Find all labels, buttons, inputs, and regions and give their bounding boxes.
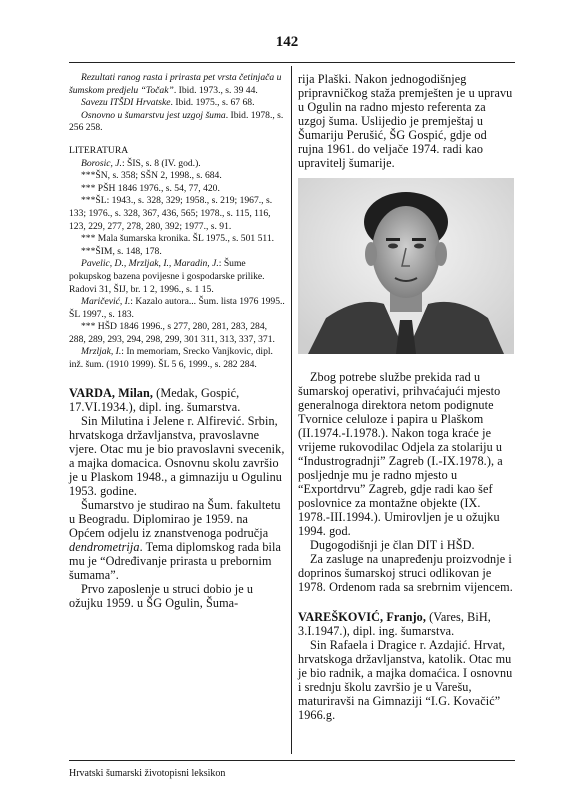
entry-vareskovic xyxy=(298,610,514,722)
entry-paragraph: Sin Rafaela i Dragice r. Azdajić. Hrvat, hrvatskoga državljanstva, katolik. Otac mu je bio radnik, a majka domaćica. I osnovnu i srednju školu završio je u Varešu, maturiravši na Gimnaziji “I.G. Kovačić” 1966.g. xyxy=(298,638,513,722)
literature-item: ***ŠL: 1943., s. 328, 329; 1958., s. 219; 1967., s. 133; 1976., s. 328, 367, 436, 565; 1978., s. 115, 116, 123, 229, 277, 278, 280, 392; 1977., s. 91. xyxy=(69,195,273,232)
entry-paragraph: Sin Milutina i Jelene r. Alfirević. Srbin, hrvatskoga državljanstva, pravoslavne vjere. Otac mu je bio pravoslavni svecenik, a majka domacica. Osnovnu skolu završio je u Plaskom 1948., a gimnaziju u Ogulinu 1953. godine. xyxy=(69,413,285,498)
entry-heading: VAREŠKOVIĆ, Franjo, (Vares, BiH, 3.I.1947.), dipl. ing. šumarstva. xyxy=(298,610,491,638)
column-divider xyxy=(291,66,292,754)
entry-paragraph: Dugogodišnji je član DIT i HŠD. xyxy=(310,538,475,552)
literature-item: Mrzljak, I.: In memoriam, Srecko Vanjkovic, dipl. inž. šum. (1910 1999). ŠL 5 6, 1999., s. 282 284. xyxy=(69,346,273,371)
literature-item: ***ŠIM, s. 148, 178. xyxy=(81,245,162,257)
literature-item: *** Mala šumarska kronika. ŠL 1975., s. 501 511. xyxy=(81,233,275,245)
entry-paragraph: Šumarstvo je studirao na Šum. fakultetu u Beogradu. Diplomirao je 1959. na Općem odjelu iz znanstvenoga područja dendrometrija. Tema diplomskog rada bila mu je “Određivanje prirasta u prebornim šumama”. xyxy=(69,497,282,582)
work-item: Rezultati ranog rasta i prirasta pet vrsta četinjača u šumskom predjelu “Točak”. Ibid. 1973., s. 39 44. xyxy=(69,72,282,96)
right-column-middle xyxy=(298,370,514,722)
portrait-photo xyxy=(298,178,514,354)
entry-heading: VARDA, Milan, (Medak, Gospić, 17.VI.1934.), dipl. ing. šumarstva. xyxy=(69,385,241,414)
literature-item: Pavelic, D., Mrzljak, I., Maradin, J.: Šume pokupskog bazena povijesne i gospodarske prilike. Radovi 31, ŠIJ, br. 1 2, 1996., s. 1 15. xyxy=(69,258,265,295)
entry-paragraph: Za zasluge na unapređenju proizvodnje i doprinos šumarskoj struci odlikovan je 1978. Ordenom rada sa srebrnim vijencem. xyxy=(298,552,513,594)
entry-paragraph: Prvo zaposlenje u struci dobio je u ožujku 1959. u ŠG Ogulin, Šuma- xyxy=(69,581,254,610)
portrait-image xyxy=(298,178,514,354)
page-number: 142 xyxy=(275,34,299,50)
literature-item: *** PŠH 1846 1976., s. 54, 77, 420. xyxy=(81,182,220,194)
entry-paragraph: rija Plaški. Nakon jednogodišnjeg pripravničkog staža premješten je u upravu u Ogulin na radno mjesto referenta za uzgoj šuma. Uslijedio je premještaj u Šumariju Perušić, ŠG Gospić, gdje od rujna 1961. do veljače 1974. radi kao upravitelj šumarije. xyxy=(298,72,513,170)
literature-heading: LITERATURA xyxy=(69,144,129,156)
literature-list xyxy=(69,145,285,372)
works-list xyxy=(69,72,285,135)
footer-rule xyxy=(69,760,515,761)
entry-varda xyxy=(69,386,285,610)
entry-paragraph: Zbog potrebe službe prekida rad u šumarskoj operativi, prihvaćajući mjesto generalnoga direktora netom podignute Tvornice celuloze i papira u Plaškom (II.1974.-I.1978.). Nakon toga kraće je vrijeme rukovodilac Odjela za stolariju u “Industrogradnji” Zagreb (I.-IX.1978.), a posljednje mu je radno mjesto u “Exportdrvu” Zagreb, gdje radi kao šef poslovnice za montažne objekte (IX. 1978.-III.1994.). Umirovljen je u ožujku 1994. god. xyxy=(298,370,503,538)
footer-title: Hrvatski šumarski životopisni leksikon xyxy=(69,768,226,779)
work-item: Osnovno u šumarstvu jest uzgoj šuma. Ibid. 1978., s. 256 258. xyxy=(69,109,284,134)
work-item: Savezu ITŠDI Hrvatske. Ibid. 1975., s. 67 68. xyxy=(81,97,255,109)
left-column xyxy=(69,72,285,610)
literature-item: *** HŠD 1846 1996., s 277, 280, 281, 283, 284, 288, 289, 293, 294, 298, 299, 301 311, 313, 337, 371. xyxy=(69,321,275,345)
right-column-top xyxy=(298,72,514,170)
literature-item: ***ŠN, s. 358; SŠN 2, 1998., s. 684. xyxy=(81,170,222,182)
literature-item: Maričević, I.: Kazalo autora... Šum. lista 1976 1995.. ŠL 1997., s. 183. xyxy=(69,296,285,320)
header-rule xyxy=(69,62,515,63)
literature-item: Borosic, J.: ŠIS, s. 8 (IV. god.). xyxy=(81,157,201,169)
